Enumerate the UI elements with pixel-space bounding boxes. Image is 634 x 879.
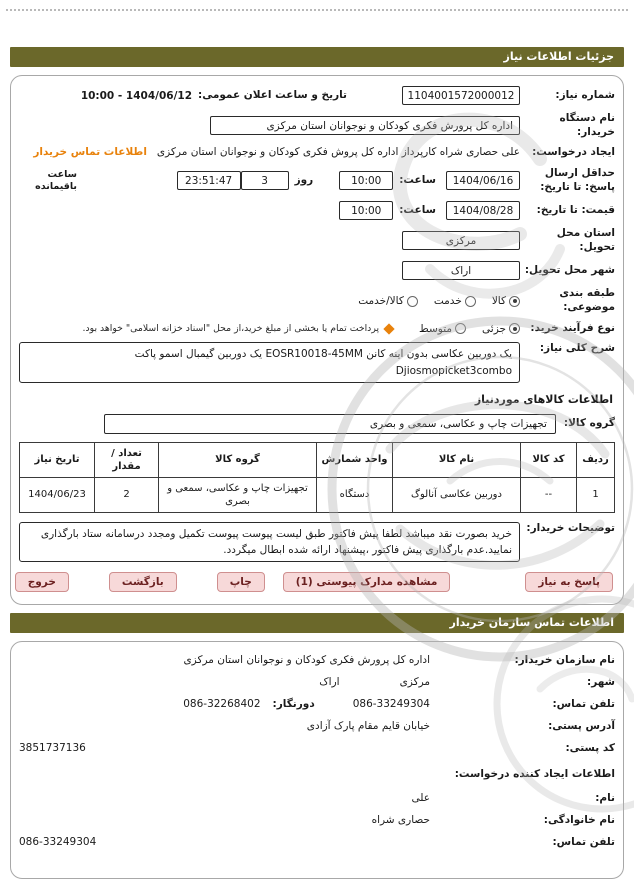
action-buttons-row bbox=[21, 572, 613, 592]
creator-phone-row bbox=[19, 836, 615, 848]
cell-goods-code: -- bbox=[521, 477, 577, 512]
page-break-dashes bbox=[6, 9, 628, 11]
creator-last-name-label: نام خانوادگی: bbox=[543, 814, 615, 827]
creator-first-name-row bbox=[19, 792, 615, 804]
radio-service-icon[interactable] bbox=[465, 296, 476, 307]
goods-table bbox=[19, 442, 615, 513]
price-validity-time-label: ساعت: bbox=[399, 203, 436, 216]
category-option-service[interactable]: خدمت bbox=[433, 295, 462, 308]
reply-deadline-time-label: ساعت: bbox=[399, 173, 436, 186]
contact-city-label: شهر: bbox=[587, 676, 615, 689]
creator-phone-label: تلفن تماس: bbox=[552, 836, 615, 849]
col-quantity: تعداد / مقدار bbox=[95, 442, 159, 477]
radio-medium-icon[interactable] bbox=[455, 323, 466, 334]
price-validity-date-field[interactable]: 1404/08/28 bbox=[446, 201, 520, 220]
creator-label: ایجاد درخواست: bbox=[532, 146, 615, 159]
price-validity-time-field[interactable]: 10:00 bbox=[339, 201, 393, 220]
category-option-goods-service[interactable]: کالا/خدمت bbox=[358, 295, 404, 308]
contact-postal-row bbox=[19, 742, 615, 754]
price-validity-label: قیمت: تا تاریخ: bbox=[536, 203, 615, 216]
contact-phone-row bbox=[19, 698, 615, 710]
cell-goods-name: دوربین عکاسی آنالوگ bbox=[393, 477, 521, 512]
contact-postal-label: کد پستی: bbox=[565, 742, 615, 755]
cell-quantity: 2 bbox=[95, 477, 159, 512]
cell-count-unit: دستگاه bbox=[317, 477, 393, 512]
purchase-type-option-minor[interactable]: جزئی bbox=[482, 322, 506, 335]
category-option-goods[interactable]: کالا bbox=[491, 295, 506, 308]
procurement-need-page bbox=[0, 9, 634, 876]
reply-deadline-days-field[interactable]: 3 bbox=[241, 171, 289, 190]
contact-postal-value: 3851737136 bbox=[19, 742, 86, 755]
delivery-province-label: استان محل تحویل: bbox=[556, 227, 615, 253]
creator-value: علی حصاری شراه کارپرداز اداره کل پروش فکری کودکان و نوجوانان استان مرکزی bbox=[156, 146, 520, 159]
print-button[interactable]: چاپ bbox=[217, 572, 265, 592]
goods-section-title: اطلاعات کالاهای موردنیاز bbox=[474, 392, 613, 406]
contact-org-value: اداره کل پرورش فکری کودکان و نوجوانان استان مرکزی bbox=[183, 654, 430, 667]
need-description-label: شرح کلی نیاز: bbox=[539, 342, 615, 355]
price-validity-row bbox=[19, 201, 615, 220]
announce-value: 10:00 - 1404/06/12 bbox=[80, 89, 193, 102]
goods-group-row bbox=[19, 414, 615, 434]
back-button[interactable]: بازگشت bbox=[109, 572, 177, 592]
col-goods-group: گروه کالا bbox=[159, 442, 317, 477]
category-label: طبقه بندی موضوعی: bbox=[559, 287, 615, 314]
remaining-time-field[interactable]: 23:51:47 bbox=[177, 171, 241, 190]
table-row bbox=[20, 477, 615, 512]
contact-province-value: مرکزی bbox=[399, 676, 430, 689]
remaining-time-label: ساعت باقیمانده bbox=[35, 168, 77, 192]
delivery-province-field[interactable]: مرکزی bbox=[402, 231, 520, 250]
col-need-date: تاریخ نیاز bbox=[20, 442, 95, 477]
cell-goods-group: تجهیزات چاپ و عکاسی، سمعی و بصری bbox=[159, 477, 317, 512]
creator-first-name-label: نام: bbox=[595, 792, 615, 805]
reply-deadline-label: حداقل ارسال پاسخ: تا تاریخ: bbox=[540, 166, 615, 193]
radio-goods-service-icon[interactable] bbox=[407, 296, 418, 307]
need-description-box[interactable]: یک دوربین عکاسی بدون اینه کانن EOSR10018-45MM یک دوربین گیمبال اسمو پاکت Djiosmopicket3combo bbox=[19, 342, 520, 383]
goods-table-header-row bbox=[20, 442, 615, 477]
category-row bbox=[19, 287, 615, 314]
buyer-contact-header-bar bbox=[10, 613, 624, 633]
buyer-contact-header-title: اطلاعات تماس سازمان خریدار bbox=[449, 616, 614, 630]
creator-phone-value: 086-33249304 bbox=[19, 836, 97, 849]
col-goods-code: کد کالا bbox=[521, 442, 577, 477]
contact-phone-value: 086-33249304 bbox=[352, 698, 430, 711]
buyer-org-field[interactable]: اداره کل پرورش فکری کودکان و نوجوانان استان مرکزی bbox=[210, 116, 520, 135]
delivery-city-label: شهر محل تحویل: bbox=[524, 264, 615, 277]
treasury-diamond-icon[interactable] bbox=[383, 323, 394, 334]
contact-fax-value: 086-32268402 bbox=[183, 698, 261, 711]
purchase-type-label: نوع فرآیند خرید: bbox=[530, 321, 615, 334]
reply-deadline-date-field[interactable]: 1404/06/16 bbox=[446, 171, 520, 190]
view-attachments-button[interactable]: مشاهده مدارک پیوستی (1) bbox=[283, 572, 451, 592]
delivery-city-row bbox=[19, 261, 615, 280]
creator-last-name-value: حصاری شراه bbox=[371, 814, 430, 827]
creator-info-title: اطلاعات ایجاد کننده درخواست: bbox=[454, 768, 615, 781]
treasury-note: پرداخت تمام یا بخشی از مبلغ خرید،از محل "اسناد خزانه اسلامی" خواهد بود. bbox=[82, 322, 380, 334]
buyer-contact-card bbox=[10, 641, 624, 879]
need-details-header-title: جزئیات اطلاعات نیاز bbox=[503, 50, 614, 63]
cell-row-number: 1 bbox=[577, 477, 615, 512]
goods-group-label: گروه کالا: bbox=[563, 417, 615, 430]
purchase-type-option-medium[interactable]: متوسط bbox=[419, 322, 453, 335]
radio-minor-icon[interactable] bbox=[509, 323, 520, 334]
contact-fax-label: دورنگار: bbox=[272, 698, 315, 711]
contact-phone-label: تلفن تماس: bbox=[552, 698, 615, 711]
reply-to-need-button[interactable]: پاسخ به نیاز bbox=[525, 572, 613, 592]
contact-org-label: نام سازمان خریدار: bbox=[514, 654, 615, 667]
purchase-type-row bbox=[19, 322, 615, 336]
need-number-label: شماره نیاز: bbox=[555, 88, 615, 101]
announce-label: تاریخ و ساعت اعلان عمومی: bbox=[198, 88, 347, 101]
contact-address-label: آدرس پستی: bbox=[548, 720, 615, 733]
contact-address-row bbox=[19, 720, 615, 732]
goods-group-field[interactable]: تجهیزات چاپ و عکاسی، سمعی و بصری bbox=[104, 414, 556, 434]
creator-row bbox=[19, 146, 615, 160]
creator-first-name-value: علی bbox=[411, 792, 430, 805]
buyer-contact-link[interactable]: اطلاعات تماس خریدار bbox=[33, 146, 147, 159]
buyer-org-row bbox=[19, 112, 615, 139]
need-details-header-bar bbox=[10, 47, 624, 67]
delivery-city-field[interactable]: اراک bbox=[402, 261, 520, 280]
cell-need-date: 1404/06/23 bbox=[20, 477, 95, 512]
contact-address-value: خیابان قایم مقام پارک آزادی bbox=[306, 720, 430, 733]
col-row-number: ردیف bbox=[577, 442, 615, 477]
reply-deadline-row bbox=[19, 167, 615, 194]
radio-goods-icon[interactable] bbox=[509, 296, 520, 307]
contact-city-value: اراک bbox=[319, 676, 340, 689]
col-goods-name: نام کالا bbox=[393, 442, 521, 477]
need-number-field[interactable]: 1104001572000012 bbox=[402, 86, 520, 105]
buyer-note-box[interactable]: خرید بصورت نقد میباشد لطفا پیش فاکتور طبق لیست پیوست پیوست تکمیل ومجدد درسامانه ستاد بارگذاری نمایید.عدم بارگذاری پیش فاکتور ،پیشنهاد ارائه شده ابطال میگردد. bbox=[19, 522, 520, 563]
reply-deadline-days-label: روز bbox=[294, 173, 314, 186]
buyer-note-row bbox=[19, 522, 615, 563]
reply-deadline-time-field[interactable]: 10:00 bbox=[339, 171, 393, 190]
contact-city-row bbox=[19, 676, 615, 688]
creator-last-name-row bbox=[19, 814, 615, 826]
need-description-row bbox=[19, 342, 615, 383]
need-details-card bbox=[10, 75, 624, 605]
col-count-unit: واحد شمارش bbox=[317, 442, 393, 477]
buyer-note-label: توضیحات خریدار: bbox=[526, 521, 615, 534]
delivery-province-row bbox=[19, 227, 615, 254]
buyer-org-label: نام دستگاه خریدار: bbox=[559, 112, 615, 138]
exit-button[interactable]: خروج bbox=[15, 572, 69, 592]
contact-org-row bbox=[19, 654, 615, 666]
need-number-row bbox=[19, 86, 615, 105]
